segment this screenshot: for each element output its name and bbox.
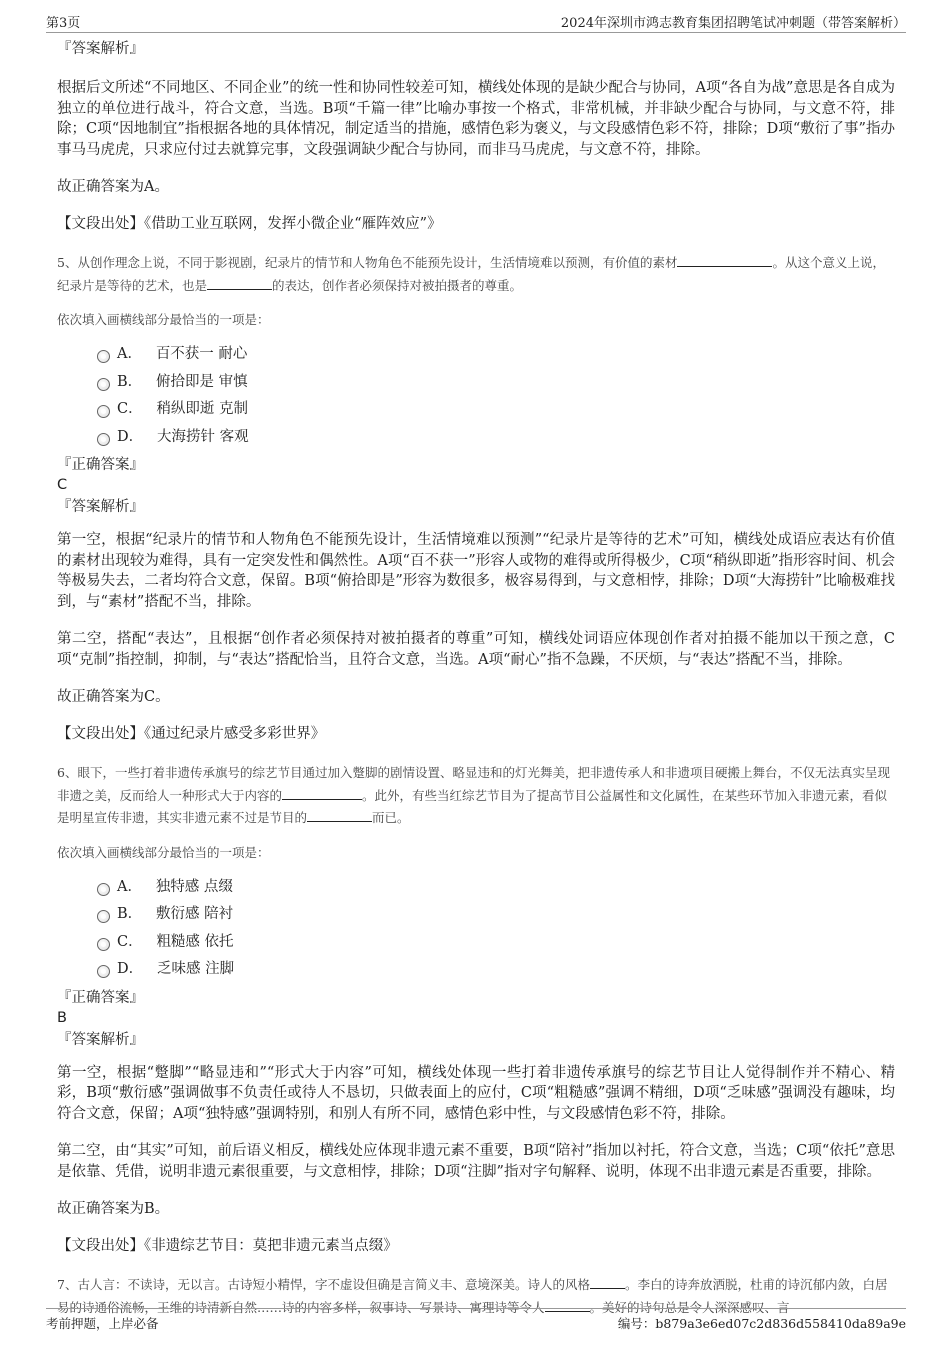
source-citation: 【文段出处】《借助工业互联网，发挥小微企业“雁阵效应”》 (57, 215, 442, 232)
fill-blank (590, 1275, 625, 1289)
question-stem: 7、古人言：不读诗，无以言。古诗短小精悍，字不虚设但确是言简义丰、意境深美。诗人的风格 。李白的诗奔放洒脱，杜甫的诗沉郁内敛，白居易的诗通俗流畅，王维的诗清新自然……诗的内容多样，叙事诗、写景诗、寓理诗等令人 。美好的诗句总是令人深深感叹、言 (57, 1277, 888, 1315)
question-stem: 6、眼下，一些打着非遗传承旗号的综艺节目通过加入蹩脚的剧情设置、略显违和的灯光舞美，把非遗传承人和非遗项目硬搬上舞台，不仅无法真实呈现非遗之美，反而给人一种形式大于内容的 。此外，有些当红综艺节目为了提高节目公益属性和文化属性，在某些环节加入非遗元素，看似是明星宣传非遗，其实非遗元素不过是节目的 而已。 (57, 765, 890, 825)
radio-icon[interactable] (97, 938, 110, 951)
correct-answer: C (57, 477, 68, 493)
radio-icon[interactable] (97, 965, 110, 978)
option-c[interactable]: C． 稍纵即逝 克制 (97, 396, 895, 424)
source-citation: 【文段出处】《通过纪录片感受多彩世界》 (57, 725, 326, 742)
fill-blank (282, 786, 362, 800)
answer-label: 『正确答案』 (57, 989, 144, 1006)
analysis-label: 『答案解析』 (57, 1031, 144, 1048)
analysis-text: 第二空，由“其实”可知，前后语义相反，横线处应体现非遗元素不重要，B项“陪衬”指加以衬托，符合文意，当选；C项“依托”意思是依靠、凭借，说明非遗元素很重要，与文意相悖，排除；D项“注脚”指对字句解释、说明，体现不出非遗元素是否重要，排除。 (57, 1143, 895, 1180)
analysis-text: 根据后文所述“不同地区、不同企业”的统一性和协同性较差可知，横线处体现的是缺少配合与协同，A项“各自为战”意思是各自成为独立的单位进行战斗，符合文意，当选。B项“千篇一律”比喻办事按一个格式，非常机械，并非缺少配合与协同，与文意不符，排除；C项“因地制宜”指根据各地的具体情况，制定适当的措施，感情色彩为褒义，与文段感情色彩不符，排除；D项“敷衍了事”指办事马马虎虎，只求应付过去就算完事，文段强调缺少配合与协同，而非马马虎虎，与文意不符，排除。 (57, 80, 895, 158)
analysis-text: 第二空，搭配“表达”，且根据“创作者必须保持对被拍摄者的尊重”可知，横线处词语应体现创作者对拍摄不能加以干预之意，C项“克制”指控制，抑制，与“表达”搭配恰当，且符合文意，当选。A项“耐心”指不急躁，不厌烦，与“表达”搭配不当，排除。 (57, 631, 895, 668)
conclusion: 故正确答案为B。 (57, 1201, 170, 1217)
option-a[interactable]: A． 百不获一 耐心 (97, 341, 895, 369)
analysis-label: 『答案解析』 (57, 41, 144, 57)
option-b[interactable]: B． 俯拾即是 审慎 (97, 369, 895, 397)
conclusion: 故正确答案为A。 (57, 179, 169, 195)
option-list (97, 874, 895, 984)
question-prompt: 依次填入画横线部分最恰当的一项是： (57, 312, 270, 327)
radio-icon[interactable] (97, 910, 110, 923)
document-title: 2024年深圳市鸿志教育集团招聘笔试冲刺题（带答案解析） (560, 16, 906, 31)
radio-icon[interactable] (97, 883, 110, 896)
radio-icon[interactable] (97, 405, 110, 418)
fill-blank (207, 276, 272, 290)
document-id: 编号：b879a3e6ed07c2d836d558410da89a9e (617, 1316, 906, 1331)
analysis-text: 第一空，根据“纪录片的情节和人物角色不能预先设计，生活情境难以预测”“纪录片是等待的艺术”可知，横线处成语应表达有价值的素材出现较为难得，具有一定突发性和偶然性。A项“百不获一”形容人或物的难得或所得极少，C项“稍纵即逝”指形容时间、机会等极易失去，二者均符合文意，保留。B项“俯拾即是”形容为数很多，极容易得到，与文意相悖，排除；D项“大海捞针”比喻极难找到，与“素材”搭配不当，排除。 (57, 532, 895, 610)
question-stem: 5、从创作理念上说，不同于影视剧，纪录片的情节和人物角色不能预先设计，生活情境难以预测，有价值的素材 。从这个意义上说，纪录片是等待的艺术，也是 的表达，创作者必须保持对被拍摄者的尊重。 (57, 255, 885, 293)
question-prompt: 依次填入画横线部分最恰当的一项是： (57, 844, 270, 860)
footer-slogan: 考前押题，上岸必备 (46, 1316, 159, 1331)
fill-blank (677, 253, 772, 267)
option-c[interactable]: C． 粗糙感 依托 (97, 929, 895, 957)
option-d[interactable]: D． 乏味感 注脚 (97, 956, 895, 984)
radio-icon[interactable] (97, 378, 110, 391)
analysis-text: 第一空，根据“蹩脚”“略显违和”“形式大于内容”可知，横线处体现一些打着非遗传承旗号的综艺节目让人觉得制作并不精心、精彩，B项“敷衍感”强调做事不负责任或待人不恳切，只做表面上的应付，C项“粗糙感”强调不精细，D项“乏味感”强调没有趣味，均符合文意，保留；A项“独特感”强调特别，和别人有所不同，感情色彩中性，与文段感情色彩不符，排除。 (57, 1064, 895, 1122)
analysis-label: 『答案解析』 (57, 499, 144, 515)
option-list (97, 341, 895, 451)
option-a[interactable]: A． 独特感 点缀 (97, 874, 895, 902)
page-footer (46, 1308, 906, 1333)
answer-label: 『正确答案』 (57, 457, 144, 473)
option-d[interactable]: D． 大海捞针 客观 (97, 424, 895, 452)
page-header (46, 12, 906, 33)
correct-answer: B (57, 1009, 67, 1026)
source-citation: 【文段出处】《非遗综艺节目：莫把非遗元素当点缀》 (57, 1237, 398, 1254)
radio-icon[interactable] (97, 350, 110, 363)
conclusion: 故正确答案为C。 (57, 689, 170, 705)
page-number: 第3页 (46, 16, 81, 31)
radio-icon[interactable] (97, 433, 110, 446)
fill-blank (307, 808, 372, 822)
document-body (57, 38, 895, 1319)
option-b[interactable]: B． 敷衍感 陪衬 (97, 901, 895, 929)
